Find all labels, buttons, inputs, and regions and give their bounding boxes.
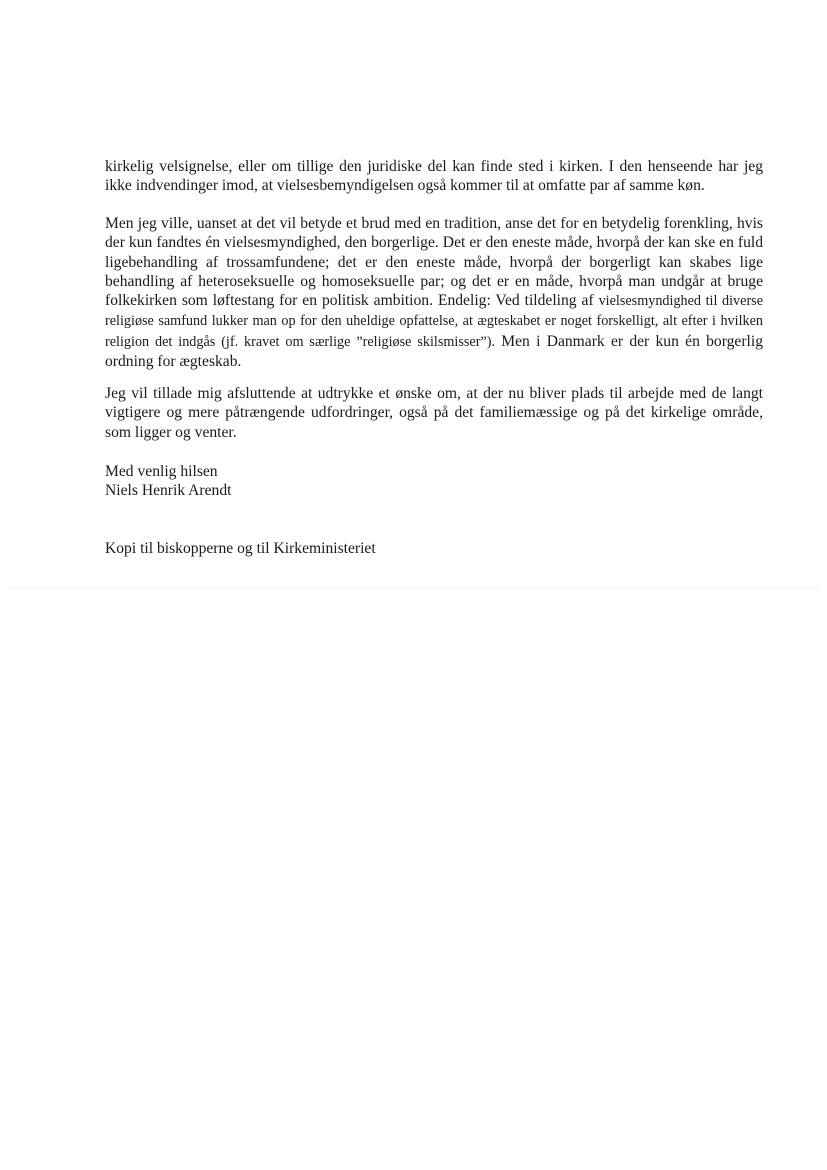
paragraph-closing-wish: Jeg vil tillade mig afsluttende at udtrykke et ønske om, at der nu bliver plads til arbejde med de langt vigtigere og mere påtrængende udfordringer, også på det familiemæssige og på det kirkelige område, som ligger og venter. <box>105 385 763 441</box>
paragraph-civil-marriage-text: Men jeg ville, uanset at det vil betyde et brud med en tradition, anse det for en betydelig forenkling, hvis der kun fandtes én vielsesmyndighed, den borgerlige. Det er den eneste måde, hvorpå der kan ske en fuld ligebehandling af trossamfundene; det er den eneste måde, hvorpå der borgerligt kan skabes lige behandling af heteroseksuelle og homoseksuelle par; og det er en måde, hvorpå man undgår at bruge folkekirken som løftestang for en politisk ambition. Endelig: Ved tildeling af <box>105 215 763 310</box>
copy-note <box>105 539 763 558</box>
letter-closing <box>105 462 763 501</box>
page-fold-line <box>8 588 819 589</box>
paragraph-religious-authority-text: vielsesmyndighed til diverse religiøse samfund lukker man op for den uheldige opfattelse, at ægteskabet er noget forskelligt, alt efter i hvilken religion det indgås (jf. kravet om særlige ”religiøse skilsmisser”). <box>105 293 763 350</box>
paragraph-church-blessing: kirkelig velsignelse, eller om tillige den juridiske del kan finde sted i kirken. I den henseende har jeg ikke indvendinger imod, at vielsesbemyndigelsen også kommer til at omfatte par af samme køn. <box>105 158 763 195</box>
closing-greeting: Med venlig hilsen <box>105 463 218 480</box>
paragraph-civil-marriage-argument <box>105 214 763 371</box>
copy-note-text: Kopi til biskopperne og til Kirkeministeriet <box>105 540 376 557</box>
signature-name: Niels Henrik Arendt <box>105 482 232 500</box>
paragraph-danish-civil-order-text: Men i Danmark er der kun én borgerlig ordning for ægteskab. <box>105 332 764 371</box>
